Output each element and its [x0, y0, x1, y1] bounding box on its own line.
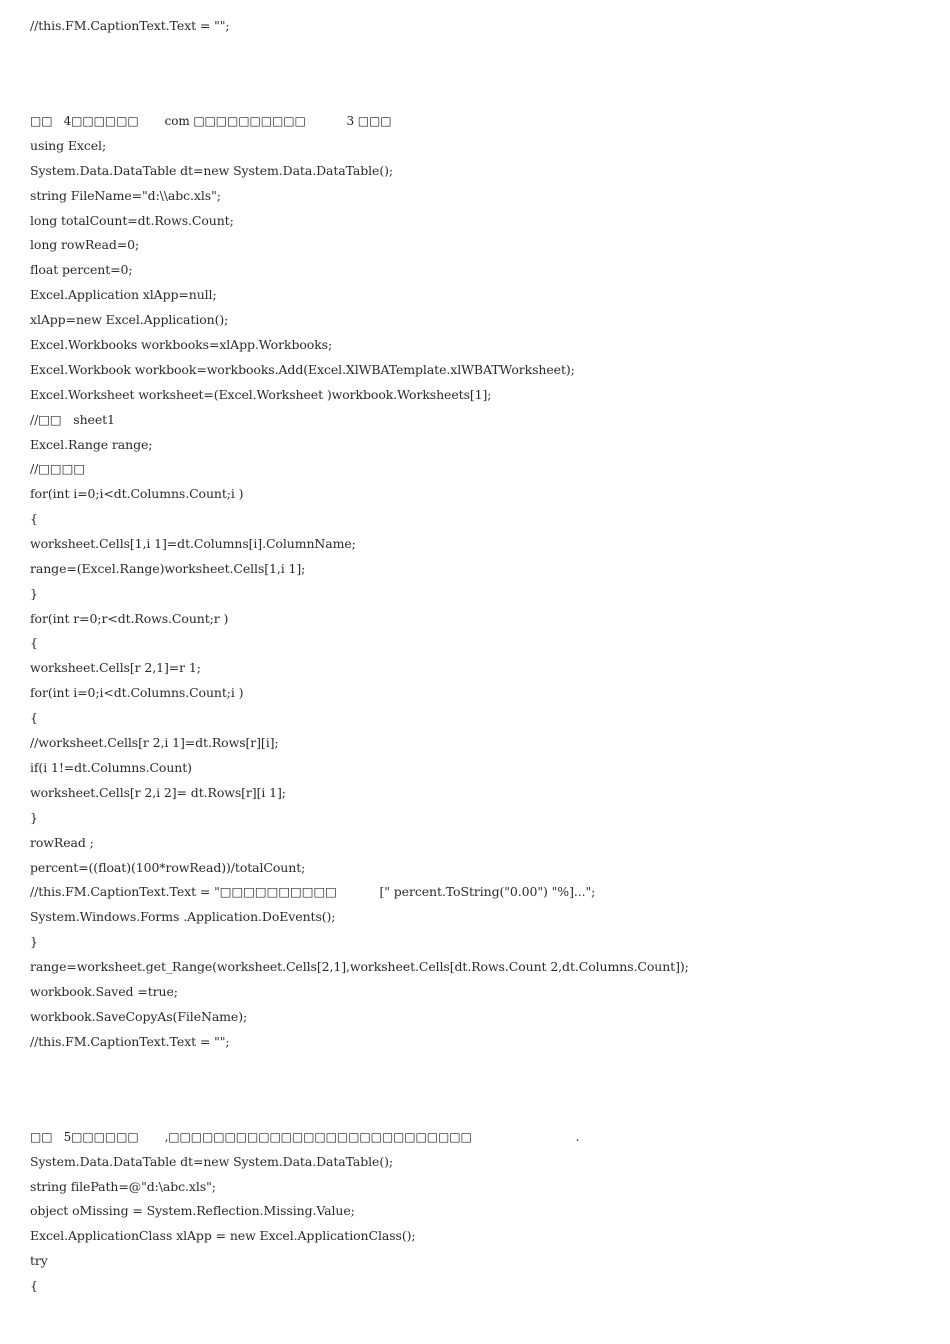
code-line: worksheet.Cells[1,i 1]=dt.Columns[i].ColumnName; — [30, 536, 356, 551]
code-line: { — [30, 511, 38, 526]
code-line: worksheet.Cells[r 2,1]=r 1; — [30, 660, 201, 675]
code-line: System.Data.DataTable dt=new System.Data.DataTable(); — [30, 1154, 394, 1169]
code-line: Excel.Application xlApp=null; — [30, 287, 217, 302]
code-line: if(i 1!=dt.Columns.Count) — [30, 760, 192, 775]
code-comment: //worksheet.Cells[r 2,i 1]=dt.Rows[r][i]; — [30, 735, 279, 750]
code-line: Excel.Worksheet worksheet=(Excel.Worksheet )workbook.Worksheets[1]; — [30, 387, 492, 402]
section-heading-5: □□ 5□□□□□□ ,□□□□□□□□□□□□□□□□□□□□□□□□□□□ . — [30, 1130, 580, 1144]
code-line: object oMissing = System.Reflection.Missing.Value; — [30, 1203, 355, 1218]
code-line: using Excel; — [30, 138, 107, 153]
code-comment: //□□□□ — [30, 461, 86, 476]
code-line: worksheet.Cells[r 2,i 2]= dt.Rows[r][i 1]; — [30, 785, 286, 800]
code-line: { — [30, 635, 38, 650]
code-line: for(int i=0;i<dt.Columns.Count;i ) — [30, 685, 244, 700]
code-line: range=worksheet.get_Range(worksheet.Cells[2,1],worksheet.Cells[dt.Rows.Count 2,dt.Columns.Count]); — [30, 959, 689, 974]
code-line: try — [30, 1253, 48, 1268]
code-line: string filePath=@"d:\abc.xls"; — [30, 1179, 216, 1194]
code-line: workbook.SaveCopyAs(FileName); — [30, 1009, 248, 1024]
code-line: Excel.Workbooks workbooks=xlApp.Workbooks; — [30, 337, 333, 352]
code-line: percent=((float)(100*rowRead))/totalCount; — [30, 860, 306, 875]
code-line: long rowRead=0; — [30, 237, 140, 252]
code-line: range=(Excel.Range)worksheet.Cells[1,i 1]; — [30, 561, 306, 576]
code-line: { — [30, 710, 38, 725]
code-line: for(int r=0;r<dt.Rows.Count;r ) — [30, 611, 229, 626]
code-line: long totalCount=dt.Rows.Count; — [30, 213, 234, 228]
code-line: //this.FM.CaptionText.Text = ""; — [30, 18, 230, 33]
code-line: { — [30, 1278, 38, 1293]
code-line: System.Windows.Forms .Application.DoEvents(); — [30, 909, 336, 924]
code-line: } — [30, 810, 38, 825]
code-line: } — [30, 586, 38, 601]
code-comment: //□□ sheet1 — [30, 412, 115, 427]
code-line: System.Data.DataTable dt=new System.Data.DataTable(); — [30, 163, 394, 178]
code-line: workbook.Saved =true; — [30, 984, 178, 999]
code-line: for(int i=0;i<dt.Columns.Count;i ) — [30, 486, 244, 501]
code-comment: //this.FM.CaptionText.Text = ""; — [30, 1034, 230, 1049]
code-line: rowRead ; — [30, 835, 94, 850]
code-line: } — [30, 934, 38, 949]
code-line: Excel.Range range; — [30, 437, 153, 452]
code-line: string FileName="d:\\abc.xls"; — [30, 188, 221, 203]
code-line: float percent=0; — [30, 262, 133, 277]
code-line: xlApp=new Excel.Application(); — [30, 312, 229, 327]
section-heading-4: □□ 4□□□□□□ com □□□□□□□□□□ 3 □□□ — [30, 114, 392, 128]
code-line: Excel.Workbook workbook=workbooks.Add(Excel.XlWBATemplate.xlWBATWorksheet); — [30, 362, 575, 377]
code-line: Excel.ApplicationClass xlApp = new Excel.ApplicationClass(); — [30, 1228, 416, 1243]
code-comment: //this.FM.CaptionText.Text = "□□□□□□□□□□ [" percent.ToString("0.00") "%]..."; — [30, 884, 596, 899]
